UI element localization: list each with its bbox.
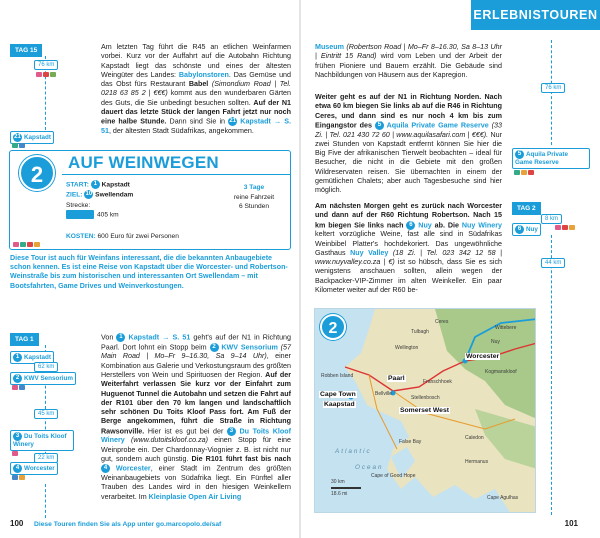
map-place-label: Kaapstad xyxy=(324,401,355,408)
route-line xyxy=(45,484,46,518)
distance-label: 45 km xyxy=(34,409,58,419)
start-value: Kapstadt xyxy=(101,181,130,189)
activity-icons xyxy=(12,475,25,480)
map-place-label: Tulbagh xyxy=(411,329,429,335)
map-place-label: Robben Island xyxy=(321,373,354,379)
map-place-label: Nuy xyxy=(491,339,500,345)
tour-meta: START: 1 Kapstadt ZIEL: 10 Swellendam Strecke: 405 km xyxy=(66,181,134,219)
map-tour-badge: 2 xyxy=(320,314,346,340)
activity-icons xyxy=(12,143,25,148)
stop-label: Kapstadt xyxy=(24,134,51,142)
column-text: Von 1 Kapstadt → S. 51 geht's auf der N1 in Richtung Paarl. Dort lohnt ein Stopp beim 2 KWV Sensorium (57 Main Road | Mo–Fr 9–16.30, Sa 9–14 Uhr), einer Kombination aus Galerie und Verkostungsraum des größten Herstellers von Wein und Spirituosen der Region. Auf der Weiterfahrt verlassen Sie kurz vor der Einfahrt zum Huguenot Tunnel die Autobahn und setzen die Fahrt auf der R101 über den 70 km langen und landschaftlich sehr schönen Du Toits Kloof Pass fort. Am Fuß der Berge angekommen, führt die Straße in Richtung Rawsonville. Hier ist es gut bei der 3 Du Toits Kloof Winery (www.dutoitskloof.co.za) einen Stopp für eine Weinprobe ein. Der Chardonnay-Viognier z. B. ist nicht nur gut, sondern auch günstig. Die R101 führt fast bis nach 4 Worcester, einer Stadt im Zentrum des größten Weinanbaugebiets von Südafrika liegt. Ein Fünftel aller Trauben des Landes wird in den hiesigen Weinkellern verarbeitet. Im Kleinplasie Open Air Living xyxy=(101,333,291,501)
activity-icons xyxy=(555,225,575,230)
wine-icon xyxy=(12,385,18,390)
map-place-label: Cape of Good Hope xyxy=(371,473,416,479)
stop-kwv-sensorium[interactable]: 2 KWV Sensorium xyxy=(10,372,76,385)
map-place-label: Atlantic xyxy=(335,448,372,455)
map-place-label: Worcester xyxy=(466,353,500,360)
distance-label: 44 km xyxy=(541,258,565,268)
day-tag-15: TAG 15 xyxy=(10,44,42,57)
column-text: Am letzten Tag führt die R45 an etlichen Weinfarmen vorbei. Kurz vor der Auffahrt auf die Autobahn Richtung Kapstadt liegt das schönste und eines der ältesten Weingüter des Landes: Babylonstoren. Das Gemüse und das Obst fürs Restaurant Babel (Simondium Road | Tel. 0218 63 85 2 | €€€) kommt aus den wunderbaren Gärten des Guts, die Sie unbedingt besuchen sollten. Auf der N1 dauert das letzte Stück der langen Fahrt jetzt nur noch eine halbe Stunde. Dann sind Sie in 21 Kapstadt → S. 51, der ältesten Stadt Südafrikas, angekommen. xyxy=(101,43,292,136)
du-toits-link[interactable]: Du Toits Kloof Winery xyxy=(101,427,291,445)
map-place-label: Bellville xyxy=(375,391,392,397)
food-icon xyxy=(27,242,33,247)
nuy-winery-link[interactable]: Nuy Winery xyxy=(461,220,502,229)
route-map[interactable] xyxy=(314,308,536,513)
hike-icon xyxy=(34,242,40,247)
distance-label: 76 km xyxy=(34,60,58,70)
distance-label: 8 km xyxy=(541,214,562,224)
map-place-label: Cape Town xyxy=(320,391,356,398)
map-place-label: Paarl xyxy=(388,375,405,382)
nuy-link[interactable]: Nuy xyxy=(415,220,432,229)
stop-du-toits-kloof[interactable]: 3 Du Toits Kloof Winery xyxy=(10,430,74,451)
nature-icon xyxy=(50,72,56,77)
kleinplasie-link[interactable]: Kleinplasie Open Air Living xyxy=(148,492,242,501)
nature-icon xyxy=(20,242,26,247)
route-line xyxy=(551,235,552,515)
tour-activity-icons xyxy=(13,242,40,247)
page-gutter xyxy=(299,0,301,538)
map-place-label: Kogmanskloof xyxy=(485,369,517,375)
food-icon xyxy=(528,170,534,175)
map-place-label: Franschhoek xyxy=(423,379,452,385)
wine-icon xyxy=(12,451,18,456)
stop-worcester[interactable]: 4 Worcester xyxy=(10,462,58,475)
distance-label: 62 km xyxy=(34,362,58,372)
stop-nuy[interactable]: 6 Nuy xyxy=(512,223,541,236)
tour-duration: 3 Tage reine Fahrzeit 6 Stunden xyxy=(233,184,275,210)
map-place-label: Ceres xyxy=(435,319,449,325)
day-tag-2: TAG 2 xyxy=(512,202,541,215)
column-text: Weiter geht es auf der N1 in Richtung Norden. Nach etwa 60 km biegen Sie links ab auf die R46 in Richtung Ceres, und dann sind es nur noch 4 km bis zum Eingangstor des 5 Aquila Private Game Reserve (33 Zi. | Tel. 021 430 72 60 | www.aquilasafari.com | €€€). Nur zwei Stunden von Kapstadt entfernt können Sie hier die Big Five der afrikanischen Tierwelt beobachten – ideal für Besucher, die nicht in die Gebiete mit den großen Wildreservaten reisen. Sie übernachten in einem der gemütlichen Chalets; aber auch Tagesbesuche sind hier möglich. xyxy=(315,93,502,195)
map-place-label: Ocean xyxy=(355,464,384,471)
stop-aquila[interactable]: 5 Aquila Private Game Reserve xyxy=(512,148,590,169)
kapstadt-link[interactable]: Kapstadt → S. 51 xyxy=(125,333,191,342)
scale-bar xyxy=(331,487,361,489)
map-place-label: Wellington xyxy=(395,345,419,351)
boat-icon xyxy=(12,143,18,148)
tour-intro: Diese Tour ist auch für Weinfans interessant, die die bekannten Anbaugebiete schon kennen. Es ist eine Reise von Kapstadt über die Worcester- und Robertson-Weinstraße bis zum historischen und interessanten Ort Swellendam – mit Bootsfahrten, Game Drives und Weinverkostungen. xyxy=(10,254,288,290)
tour-number-badge: 2 xyxy=(19,155,55,191)
scale-mi: 18.6 mi xyxy=(331,491,348,497)
culture-icon xyxy=(19,143,25,148)
food-icon xyxy=(562,225,568,230)
distance-label: 22 km xyxy=(34,453,58,463)
culture-icon xyxy=(19,385,25,390)
scale-km: 30 km xyxy=(331,479,345,485)
hotel-icon xyxy=(521,170,527,175)
activity-icons xyxy=(36,72,56,77)
aquila-link[interactable]: Aquila Private Game Reserve xyxy=(383,121,489,130)
column-text: Museum (Robertson Road | Mo–Fr 8–16.30, Sa 8–13 Uhr | Eintritt 15 Rand) wird vom Leben und der Arbeit der frühen Pioniere und Bauern erzählt. Die Gebäude sind Nachbildungen von Häusern aus der Kapregion. xyxy=(315,43,502,79)
distance-label: 76 km xyxy=(541,83,565,93)
stop-kapstadt[interactable]: 1 Kapstadt xyxy=(10,351,54,364)
hotel-icon xyxy=(569,225,575,230)
map-place-label: Stellenbosch xyxy=(411,395,440,401)
map-place-label: Wittebere xyxy=(495,325,517,331)
nuy-valley-link[interactable]: Nuy Valley xyxy=(350,248,389,257)
route-value: 405 km xyxy=(97,211,119,219)
goal-value: Swellendam xyxy=(95,191,134,198)
day-tag-1: TAG 1 xyxy=(10,333,39,346)
wine-icon xyxy=(36,72,42,77)
kapstadt-link[interactable]: Kapstadt → S. 51 xyxy=(101,117,292,136)
page-number: 100 xyxy=(10,519,24,528)
tour-title: AUF WEINWEGEN xyxy=(62,151,290,175)
route-bar-icon xyxy=(66,210,94,219)
tour-cost: KOSTEN: 600 Euro für zwei Personen xyxy=(66,233,179,240)
activity-icons xyxy=(12,451,18,456)
map-place-label: Hermanus xyxy=(465,459,489,465)
shopping-icon xyxy=(43,72,49,77)
activity-icons xyxy=(514,170,534,175)
stop-number: 21 xyxy=(14,134,21,140)
section-header: ERLEBNISTOUREN xyxy=(471,0,600,30)
wine-icon xyxy=(555,225,561,230)
footer-text[interactable]: Diese Touren finden Sie als App unter go.marcopolo.de/saf xyxy=(34,521,222,528)
museum-icon xyxy=(12,475,18,480)
map-place-label: Somerset West xyxy=(400,407,449,414)
hike-icon xyxy=(19,475,25,480)
safari-icon xyxy=(514,170,520,175)
map-place-label: Caledon xyxy=(465,435,484,441)
wine-icon xyxy=(13,242,19,247)
worcester-link[interactable]: Worcester xyxy=(110,464,151,473)
map-place-label: Cape Agulhas xyxy=(487,495,519,501)
column-text: Am nächsten Morgen geht es zurück nach Worcester und dann auf der R60 Richtung Robertson. Nach 15 km biegen Sie links nach 6 Nuy ab. Die Nuy Winery keltert vorzügliche Weine, fast alle sind in Südafrikas Weinbibel Platter's hochdekoriert. Das ungewöhnliche Gasthaus Nuy Valley (18 Zi. | Tel. 023 342 12 58 | www.nuyvalley.co.za | €) ist so hübsch, dass Sie es sich wenigstens anschauen sollten, allein wegen der Backpacker-VIP-Zimmer im alten Weinkeller. Ein paar Kilometer weiter auf der R60 be- xyxy=(315,202,502,295)
tour-summary-box xyxy=(9,150,291,250)
page-number: 101 xyxy=(564,519,578,528)
babylonstoren-link[interactable]: Babylonstoren xyxy=(178,70,229,79)
map-place-label: False Bay xyxy=(399,439,422,445)
stop-marker: 21 xyxy=(229,118,236,125)
kwv-link[interactable]: KWV Sensorium xyxy=(218,343,278,352)
activity-icons xyxy=(12,385,25,390)
